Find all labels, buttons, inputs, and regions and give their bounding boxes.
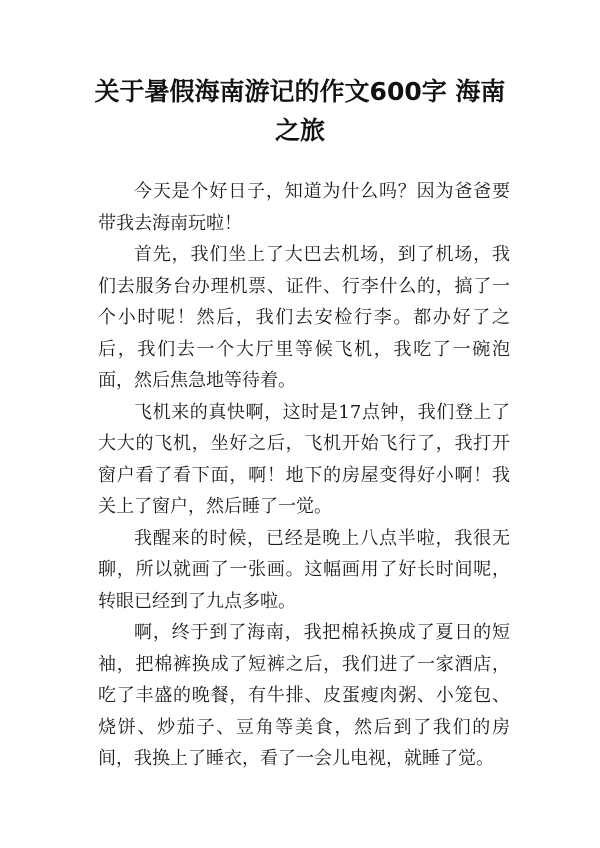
paragraph: 首先，我们坐上了大巴去机场，到了机场，我们去服务台办理机票、证件、行李什么的，搞了一个小时呢！然后，我们去安检行李。都办好了之后，我们去一个大厅里等候飞机，我吃了一碗泡面，然后焦急地等待着。 [98,244,510,391]
paragraph: 飞机来的真快啊，这时是17点钟，我们登上了大大的飞机，坐好之后，飞机开始飞行了，我打开窗户看了看下面，啊！地下的房屋变得好小啊！我关上了窗户，然后睡了一觉。 [98,401,510,517]
paragraph: 啊，终于到了海南，我把棉袄换成了夏日的短袖，把棉裤换成了短裤之后，我们进了一家酒店，吃了丰盛的晚餐，有牛排、皮蛋瘦肉粥、小笼包、烧饼、炒茄子、豆角等美食，然后到了我们的房间，我换上了睡衣，看了一会儿电视，就睡了觉。 [98,622,510,769]
document-body [98,176,510,775]
paragraph: 我醒来的时候，已经是晚上八点半啦，我很无聊，所以就画了一张画。这幅画用了好长时间呢，转眼已经到了九点多啦。 [98,527,510,612]
document-title: 关于暑假海南游记的作文600字 海南之旅 [94,77,506,145]
paragraph: 今天是个好日子，知道为什么吗？因为爸爸要带我去海南玩啦！ [98,181,510,234]
